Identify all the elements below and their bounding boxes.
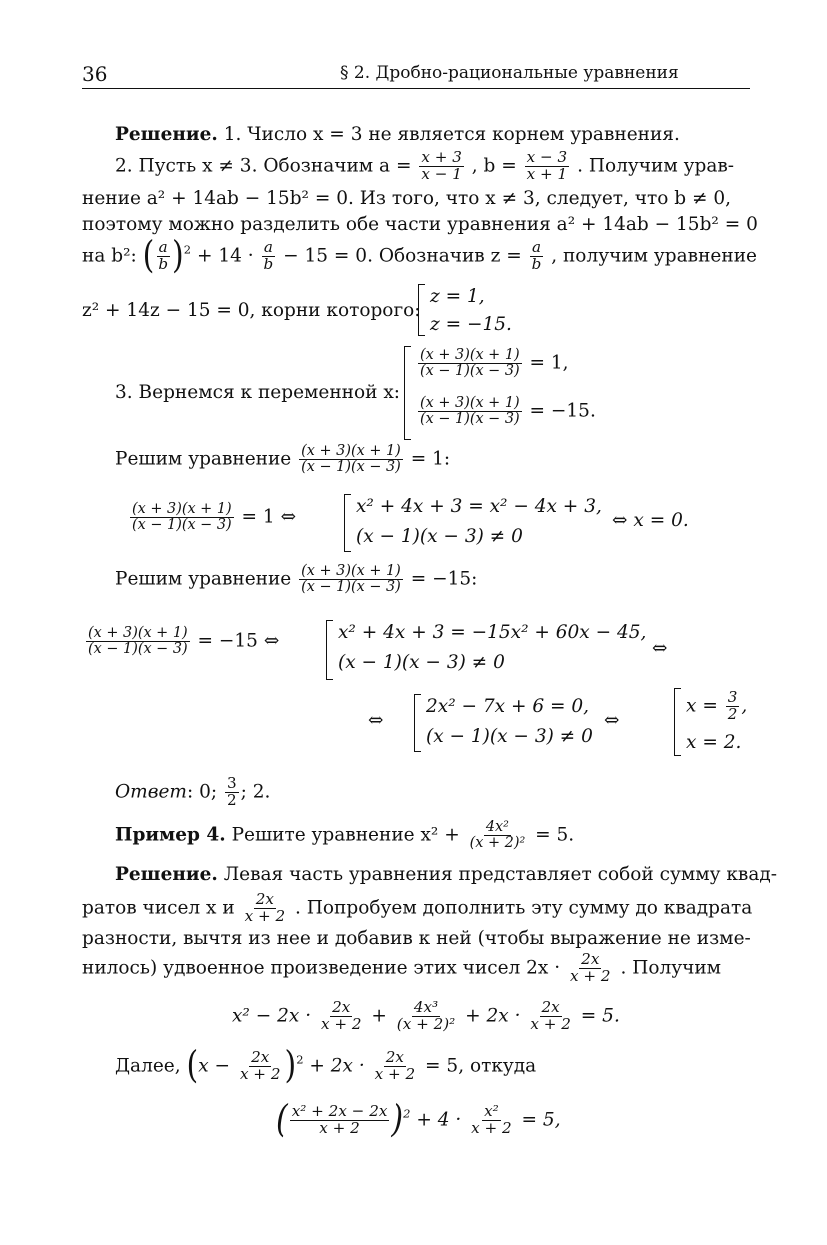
solution-line-2: 2. Пусть x ≠ 3. Обозначим a = $\frac{x + 3}{x - 1}$ , b = $\frac{x - 3}{x + 1}$ . Получим урав- xyxy=(115,148,735,183)
solution-line-5: на b²: ( $\frac{a}{b}$ )$^2$ + 14 · $\frac{a}{b}$ − 15 = 0. Обозначив z = $\frac{a}{b}$ , получим уравнение xyxy=(82,233,757,278)
fraction: $\frac{a}{b}$ xyxy=(531,238,542,273)
fraction: $\frac{\text{x² + 2x − 2x}}{x + 2}$ xyxy=(291,1102,388,1137)
fraction: $\frac{2x}{x + 2}$ xyxy=(320,998,362,1033)
example-4: Пример 4. Решите уравнение x² + $\frac{\text{4x²}}{\text{(x + 2)²}}$ = 5. xyxy=(115,819,575,852)
answer-line: Ответ: 0; $\frac{3}{2}$ ; 2. xyxy=(115,774,271,809)
solve-intro-1: Решим уравнение $\frac{(x + 3)(x + 1)}{(x - 1)(x - 3)}$ = 1: xyxy=(115,443,451,476)
fraction: $\frac{(x + 3)(x + 1)}{(x - 1)(x - 3)}$ xyxy=(420,347,520,380)
fraction: $\frac{x - 3}{x + 1}$ xyxy=(526,148,568,183)
system-bracket xyxy=(326,620,333,680)
system-bracket xyxy=(418,284,425,336)
fraction: $\frac{a}{b}$ xyxy=(158,238,169,273)
solution4-line-5: Далее, (x − $\frac{2x}{x + 2}$ )$^2$ + 2x · $\frac{2x}{x + 2}$ = 5, откуда xyxy=(115,1043,537,1088)
solution4-line-4: нилось) удвоенное произведение этих чисел 2x · $\frac{2x}{x + 2}$ . Получим xyxy=(82,950,722,985)
fraction: $\frac{2x}{x + 2}$ xyxy=(530,998,571,1033)
fraction: $\frac{(x + 3)(x + 1)}{(x - 1)(x - 3)}$ xyxy=(132,501,232,534)
system-bracket xyxy=(344,494,351,552)
fraction: $\frac{2x}{x + 2}$ xyxy=(244,890,286,925)
fraction: $\frac{(x + 3)(x + 1)}{(x - 1)(x - 3)}$ xyxy=(420,395,520,428)
solve-equation-2: $\frac{(x + 3)(x + 1)}{(x - 1)(x - 3)}$ = −15 ⇔ xyxy=(88,625,280,658)
solve-intro-2: Решим уравнение $\frac{(x + 3)(x + 1)}{(x - 1)(x - 3)}$ = −15: xyxy=(115,563,478,596)
system-bracket xyxy=(414,694,421,752)
system-bracket xyxy=(404,346,411,440)
fraction: $\frac{(x + 3)(x + 1)}{(x - 1)(x - 3)}$ xyxy=(88,625,188,658)
fraction: $\frac{3}{2}$ xyxy=(727,688,738,723)
solve-equation-1: $\frac{(x + 3)(x + 1)}{(x - 1)(x - 3)}$ = 1 ⇔ xyxy=(132,501,297,534)
fraction: $\frac{2x}{x + 2}$ xyxy=(239,1048,281,1083)
solution-line-3: нение a² + 14ab − 15b² = 0. Из того, что x ≠ 3, следует, что b ≠ 0, xyxy=(82,188,732,209)
fraction: $\frac{3}{2}$ xyxy=(226,774,237,809)
solution4-line-3: разности, вычтя из нее и добавив к ней (чтобы выражение не изме- xyxy=(82,928,751,949)
fraction: $\frac{(x + 3)(x + 1)}{(x - 1)(x - 3)}$ xyxy=(301,443,401,476)
fraction: $\frac{\text{x²}}{x + 2}$ xyxy=(471,1102,512,1137)
fraction: $\frac{\text{4x³}}{\text{(x + 2)²}}$ xyxy=(396,998,456,1033)
textbook-page: 36 § 2. Дробно-рациональные уравнения Решение. 1. Число x = 3 не является корнем уравнения. 2. Пусть x ≠ 3. Обозначим a = $\frac{x + 3}{x - 1}$ , b = $\frac{x - 3}{x + 1}$ . Получим урав- нение a² + 14ab − 15b² = 0. Из того, что x ≠ 3, следует, что b ≠ 0, поэтому можно разделить обе части уравнения a² + 14ab − 15b² = 0 на b²: ( $\frac{a}{b}$ )$^2$ + 14 · $\frac{a}{b}$ − 15 = 0. Обозначив z = $\frac{a}{b}$ , получим уравнение z² + 14z − 15 = 0, корни которого: z = 1, z = −15. 3. Вернемся к переменной x: $\frac{(x + 3)(x + 1)}{(x - 1)(x - 3)}$ = 1, $\frac{(x + 3)(x + 1)}{(x - 1)(x - 3)}$ = −15. Решим уравнение $\frac{(x + 3)(x + 1)}{(x - 1)(x - 3)}$ = 1: $\frac{(x + 3)(x + 1)}{(x - 1)(x - 3)}$ = 1 ⇔ x² + 4x + 3 = x² − 4x + 3, (x − 1)(x − 3) ≠ 0 ⇔ x = 0. Решим уравнение $\frac{(x + 3)(x + 1)}{(x - 1)(x - 3)}$ = −15: $\frac{(x + 3)(x + 1)}{(x - 1)(x - 3)}$ = −15 ⇔ x² + 4x + 3 = −15x² + 60x − 45, (x − 1)(x − 3) ≠ 0 ⇔ ⇔ 2x² − 7x + 6 = 0, (x − 1)(x − 3) ≠ 0 ⇔ x = $\frac{3}{2}$ , x = 2. Ответ: 0; $\frac{3}{2}$ ; 2. Пример 4. Решите уравнение x² + $\frac{\text{4x²}}{\text{(x + 2)²}}$ = 5. Решение. Левая часть уравнения представляет собой сумму квад- ратов чисел x и $\frac{2x}{x + 2}$ . Попробуем дополнить эту сумму до квадрата разности, вычтя из нее и добавив к ней (чтобы выражение не изме- нилось) удвоенное произведение этих чисел 2x · $\frac{2x}{x + 2}$ . Получим x² − 2x · $\frac{2x}{x + 2}$ + $\frac{\text{4x³}}{\text{(x + 2)²}}$ + 2x · $\frac{2x}{x + 2}$ = 5. Далее, (x − $\frac{2x}{x + 2}$ )$^2$ + 2x · $\frac{2x}{x + 2}$ = 5, откуда ( $\frac{\text{x² + 2x − 2x}}{x + 2}$ )$^2$ + 4 · $\frac{\text{x²}}{x + 2}$ = 5, xyxy=(82,62,778,1142)
solution4-line-2: ратов чисел x и $\frac{2x}{x + 2}$ . Попробуем дополнить эту сумму до квадрата xyxy=(82,890,753,925)
section-title: § 2. Дробно-рациональные уравнения xyxy=(340,63,679,83)
solution-line-6: z² + 14z − 15 = 0, корни которого: xyxy=(82,300,421,321)
fraction: $\frac{x + 3}{x - 1}$ xyxy=(421,148,462,183)
page-number: 36 xyxy=(82,62,108,86)
fraction: $\frac{2x}{x + 2}$ xyxy=(570,950,611,985)
solution-line-1: Решение. 1. Число x = 3 не является корнем уравнения. xyxy=(115,124,680,145)
solution-line-7: 3. Вернемся к переменной x: xyxy=(115,382,401,403)
solution-line-4: поэтому можно разделить обе части уравнения a² + 14ab − 15b² = 0 xyxy=(82,214,758,235)
fraction: $\frac{2x}{x + 2}$ xyxy=(374,1048,416,1083)
solution4-line-1: Решение. Левая часть уравнения представляет собой сумму квад- xyxy=(115,864,778,885)
equation-2: ( $\frac{\text{x² + 2x − 2x}}{x + 2}$ )$^2$ + 4 · $\frac{\text{x²}}{x + 2}$ = 5, xyxy=(276,1097,561,1142)
system-bracket xyxy=(674,688,681,756)
page-header xyxy=(82,60,750,89)
fraction: $\frac{(x + 3)(x + 1)}{(x - 1)(x - 3)}$ xyxy=(301,563,401,596)
equation-1: x² − 2x · $\frac{2x}{x + 2}$ + $\frac{\text{4x³}}{\text{(x + 2)²}}$ + 2x · $\frac{2x}{x + 2}$ = 5. xyxy=(232,998,620,1033)
fraction: $\frac{\text{4x²}}{\text{(x + 2)²}}$ xyxy=(469,819,526,852)
fraction: $\frac{a}{b}$ xyxy=(263,238,274,273)
